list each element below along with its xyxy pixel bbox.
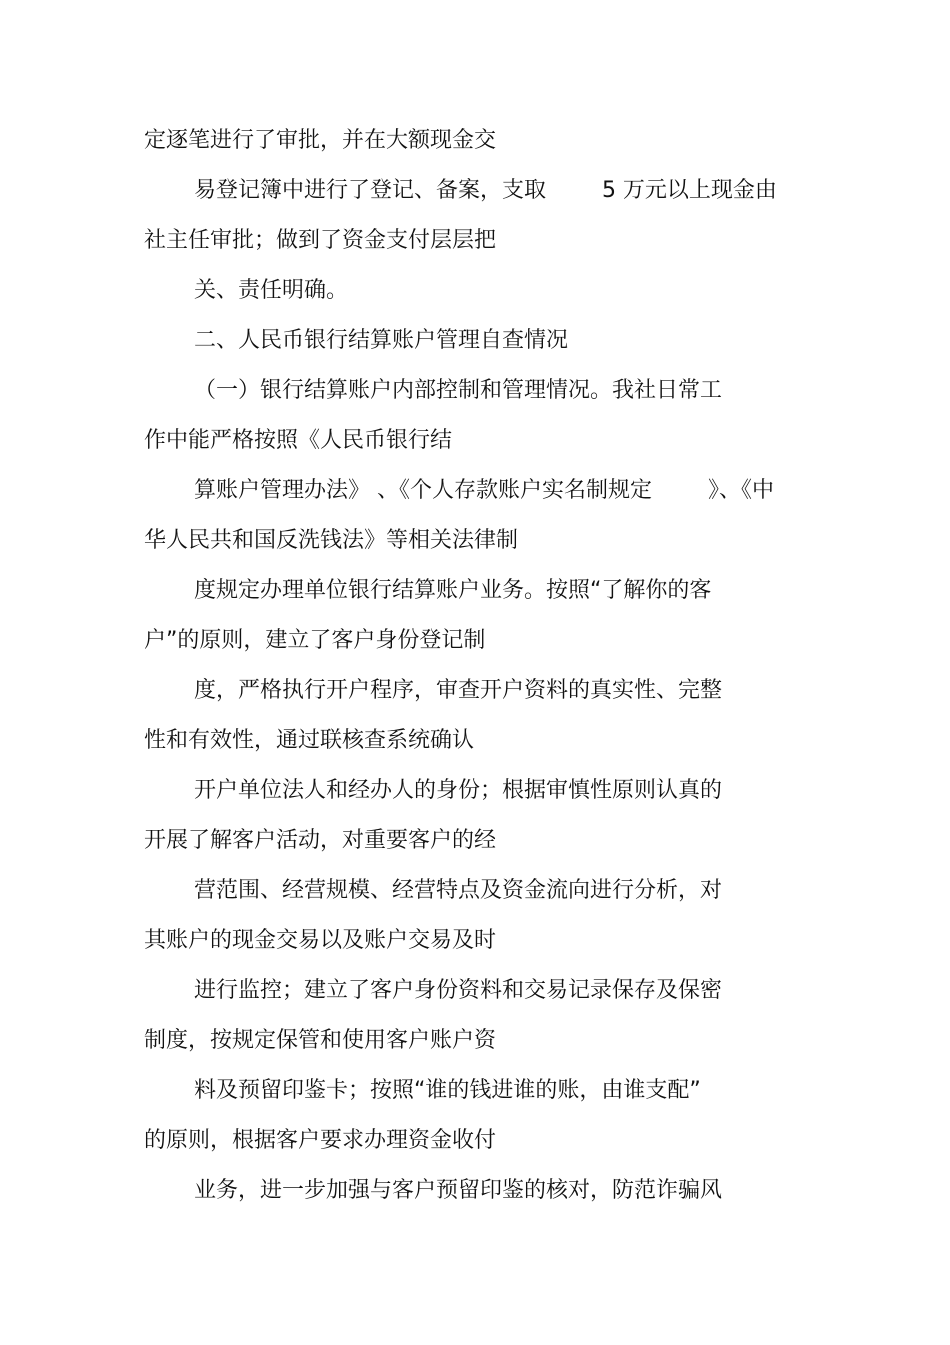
section-heading: 二、人民币银行结算账户管理自查情况 xyxy=(194,328,569,353)
text-line: 度规定办理单位银行结算账户业务。按照“了解你的客 xyxy=(194,578,712,603)
text-line: 易登记簿中进行了登记、备案，支取 5 万元以上现金由 xyxy=(194,178,777,203)
text-line: 开展了解客户活动，对重要客户的经 xyxy=(144,828,497,853)
text-line: 定逐笔进行了审批，并在大额现金交 xyxy=(144,128,497,153)
text-line: 制度，按规定保管和使用客户账户资 xyxy=(144,1028,497,1053)
text-line: 其账户的现金交易以及账户交易及时 xyxy=(144,928,497,953)
text-line: 华人民共和国反洗钱法》等相关法律制 xyxy=(144,528,519,553)
text-line: （一）银行结算账户内部控制和管理情况。我社日常工 xyxy=(194,378,723,403)
text-line: 的原则，根据客户要求办理资金收付 xyxy=(144,1128,497,1153)
text-line: 社主任审批；做到了资金支付层层把 xyxy=(144,228,497,253)
text-line: 关、责任明确。 xyxy=(194,278,349,303)
text-line: 开户单位法人和经办人的身份；根据审慎性原则认真的 xyxy=(194,778,723,803)
text-line: 进行监控；建立了客户身份资料和交易记录保存及保密 xyxy=(194,978,723,1003)
text-line: 营范围、经营规模、经营特点及资金流向进行分析，对 xyxy=(194,878,723,903)
text-line: 度，严格执行开户程序，审查开户资料的真实性、完整 xyxy=(194,678,723,703)
text-line: 算账户管理办法》 、《个人存款账户实名制规定 》、《中 xyxy=(194,478,774,503)
text-line: 作中能严格按照《人民币银行结 xyxy=(144,428,453,453)
text-line: 料及预留印鉴卡；按照“谁的钱进谁的账，由谁支配” xyxy=(194,1078,701,1103)
text-line: 业务，进一步加强与客户预留印鉴的核对，防范诈骗风 xyxy=(194,1178,723,1203)
text-line: 户”的原则，建立了客户身份登记制 xyxy=(144,628,486,653)
text-line: 性和有效性，通过联核查系统确认 xyxy=(144,728,475,753)
